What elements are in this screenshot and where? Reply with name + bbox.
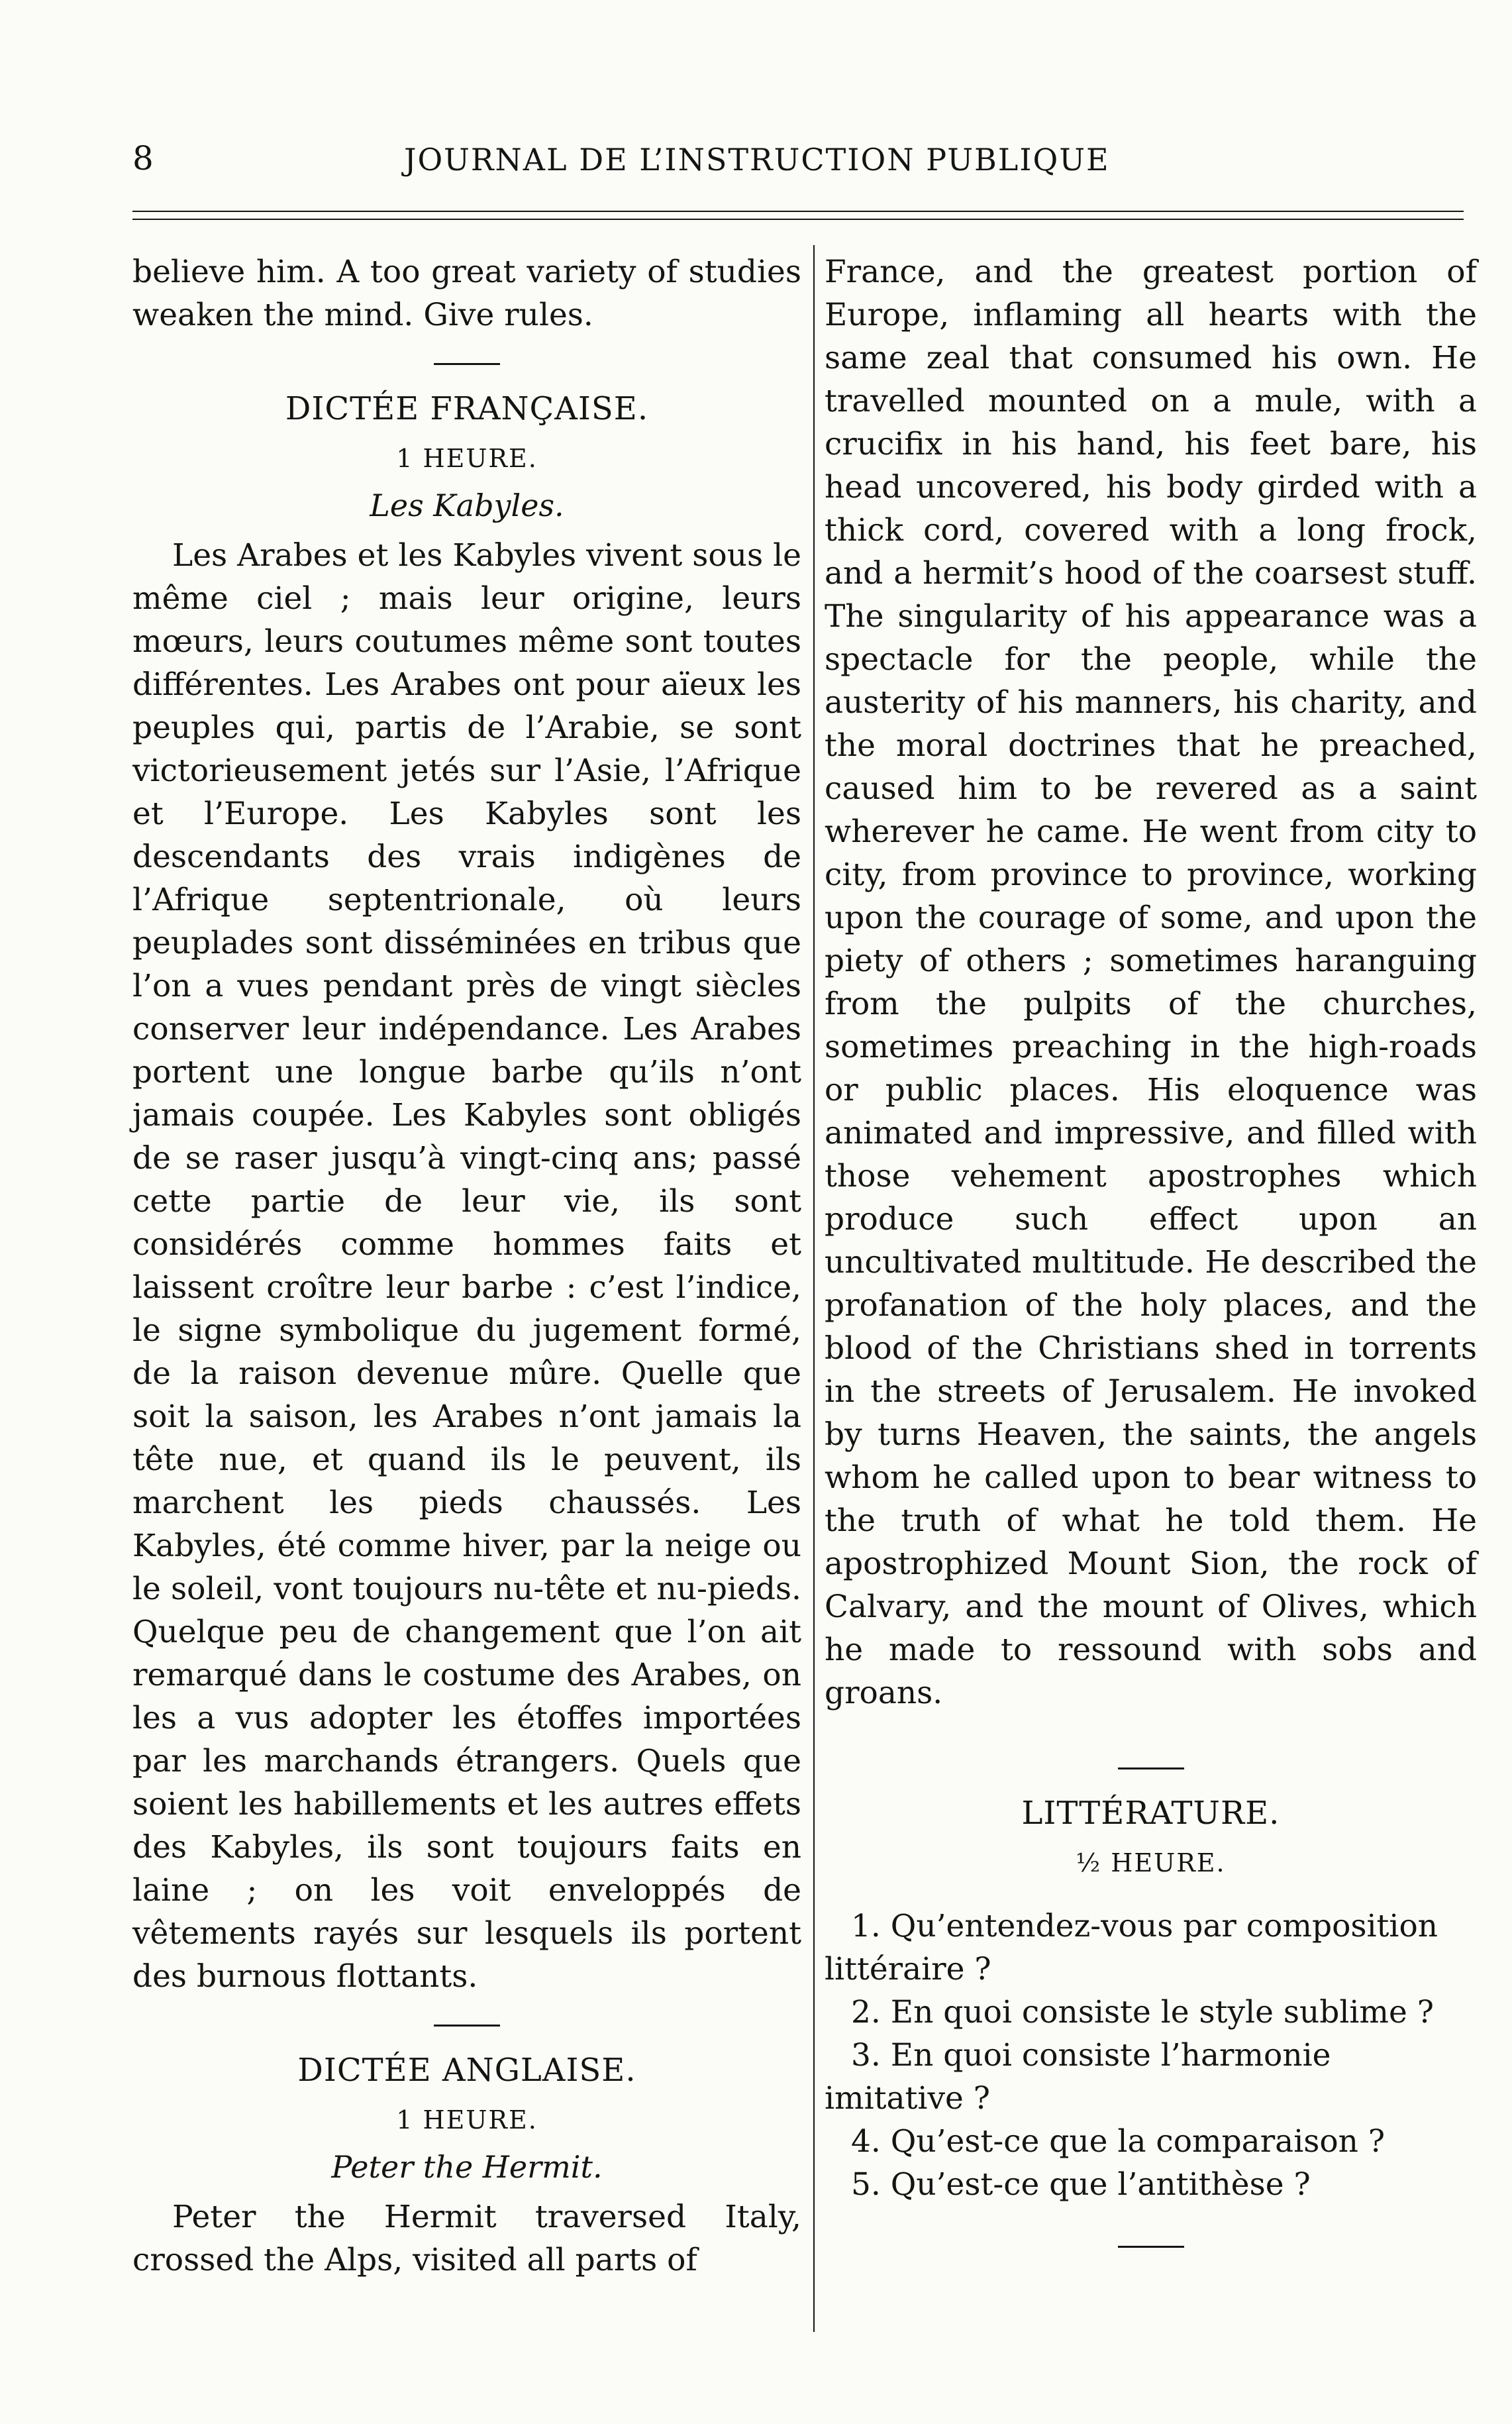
dictee-anglaise-continuation: France, and the greatest portion of Europe, inflaming all hearts with the same zeal that consumed his own. He travelled mounted on a mule, with a crucifix in his hand, his feet bare, his head uncovered, his body girded with a thick cord, covered with a long frock, and a hermit’s hood of the coarsest stuff. The singularity of his appearance was a spectacle for the people, while the austerity of his manners, his charity, and the moral doctrines that he preached, caused him to be revered as a saint wherever he came. He went from city to city, from province to province, working upon the courage of some, and upon the piety of others ; sometimes haranguing from the pulpits of the churches, sometimes preaching in the high-roads or public places. His eloquence was animated and impressive, and filled with those vehement apostrophes which produce such effect upon an uncultivated multitude. He described the profanation of the holy places, and the blood of the Christians shed in torrents in the streets of Jerusalem. He invoked by turns Heaven, the saints, the angels whom he called upon to bear witness to the truth of what he told them. He apostrophized Mount Sion, the rock of Calvary, and the mount of Olives, which he made to ressound with sobs and groans. xyxy=(825,254,1477,1711)
question-item: 5. Qu’est-ce que l’antithèse ? xyxy=(851,2166,1311,2203)
page-number: 8 xyxy=(132,139,154,178)
header-rule-double xyxy=(132,219,1464,220)
section-separator xyxy=(434,363,500,365)
dictee-francaise-title: DICTÉE FRANÇAISE. xyxy=(285,390,649,427)
dictee-francaise-duration: 1 HEURE. xyxy=(396,444,538,473)
dictee-anglaise-text: Peter the Hermit traversed Italy, crossed the Alps, visited all parts of xyxy=(132,2199,801,2278)
question-item: 1. Qu’entendez-vous par composition littéraire ? xyxy=(825,1908,1438,1987)
column-divider xyxy=(813,245,815,2332)
dictee-anglaise-title: DICTÉE ANGLAISE. xyxy=(297,2052,636,2089)
section-separator xyxy=(1118,2246,1184,2248)
litterature-questions xyxy=(825,1905,1477,2206)
dictee-francaise-text: Les Arabes et les Kabyles vivent sous le même ciel ; mais leur origine, leurs mœurs, leurs coutumes même sont toutes différentes. Les Arabes ont pour aïeux les peuples qui, partis de l’Arabie, se sont victorieusement jetés sur l’Asie, l’Afrique et l’Europe. Les Kabyles sont les descendants des vrais indigènes de l’Afrique septentrionale, où leurs peuplades sont disséminées en tribus que l’on a vues pendant près de vingt siècles conserver leur indépendance. Les Arabes portent une longue barbe qu’ils n’ont jamais coupée. Les Kabyles sont obligés de se raser jusqu’à vingt-cinq ans; passé cette partie de leur vie, ils sont considérés comme hommes faits et laissent croître leur barbe : c’est l’indice, le signe symbolique du jugement formé, de la raison devenue mûre. Quelle que soit la saison, les Arabes n’ont jamais la tête nue, et quand ils le peuvent, ils marchent les pieds chaussés. Les Kabyles, été comme hiver, par la neige ou le soleil, vont toujours nu-tête et nu-pieds. Quelque peu de changement que l’on ait remarqué dans le costume des Arabes, on les a vus adopter les étoffes importées par les marchands étrangers. Quels que soient les habillements et les autres effets des Kabyles, ils sont toujours faits en laine ; on les voit enveloppés de vêtements rayés sur lesquels ils portent des burnous flottants. xyxy=(132,537,801,1995)
dictee-anglaise-duration: 1 HEURE. xyxy=(396,2105,538,2134)
dictee-francaise-subtitle: Les Kabyles. xyxy=(370,488,564,523)
question-item: 3. En quoi consiste l’harmonie imitative ? xyxy=(825,2037,1331,2117)
left-column xyxy=(132,250,801,2282)
page-header xyxy=(132,139,1338,185)
header-rule xyxy=(132,211,1464,212)
running-title: JOURNAL DE L’INSTRUCTION PUBLIQUE xyxy=(404,142,1110,178)
litterature-title: LITTÉRATURE. xyxy=(1021,1795,1280,1832)
question-item: 4. Qu’est-ce que la comparaison ? xyxy=(851,2123,1386,2160)
question-item: 2. En quoi consiste le style sublime ? xyxy=(851,1994,1434,2030)
intro-paragraph: believe him. A too great variety of studies weaken the mind. Give rules. xyxy=(132,254,801,333)
litterature-duration: ½ HEURE. xyxy=(1076,1848,1226,1877)
section-separator xyxy=(434,2025,500,2027)
right-column xyxy=(825,250,1477,2270)
dictee-anglaise-subtitle: Peter the Hermit. xyxy=(331,2149,603,2185)
section-separator xyxy=(1118,1767,1184,1769)
